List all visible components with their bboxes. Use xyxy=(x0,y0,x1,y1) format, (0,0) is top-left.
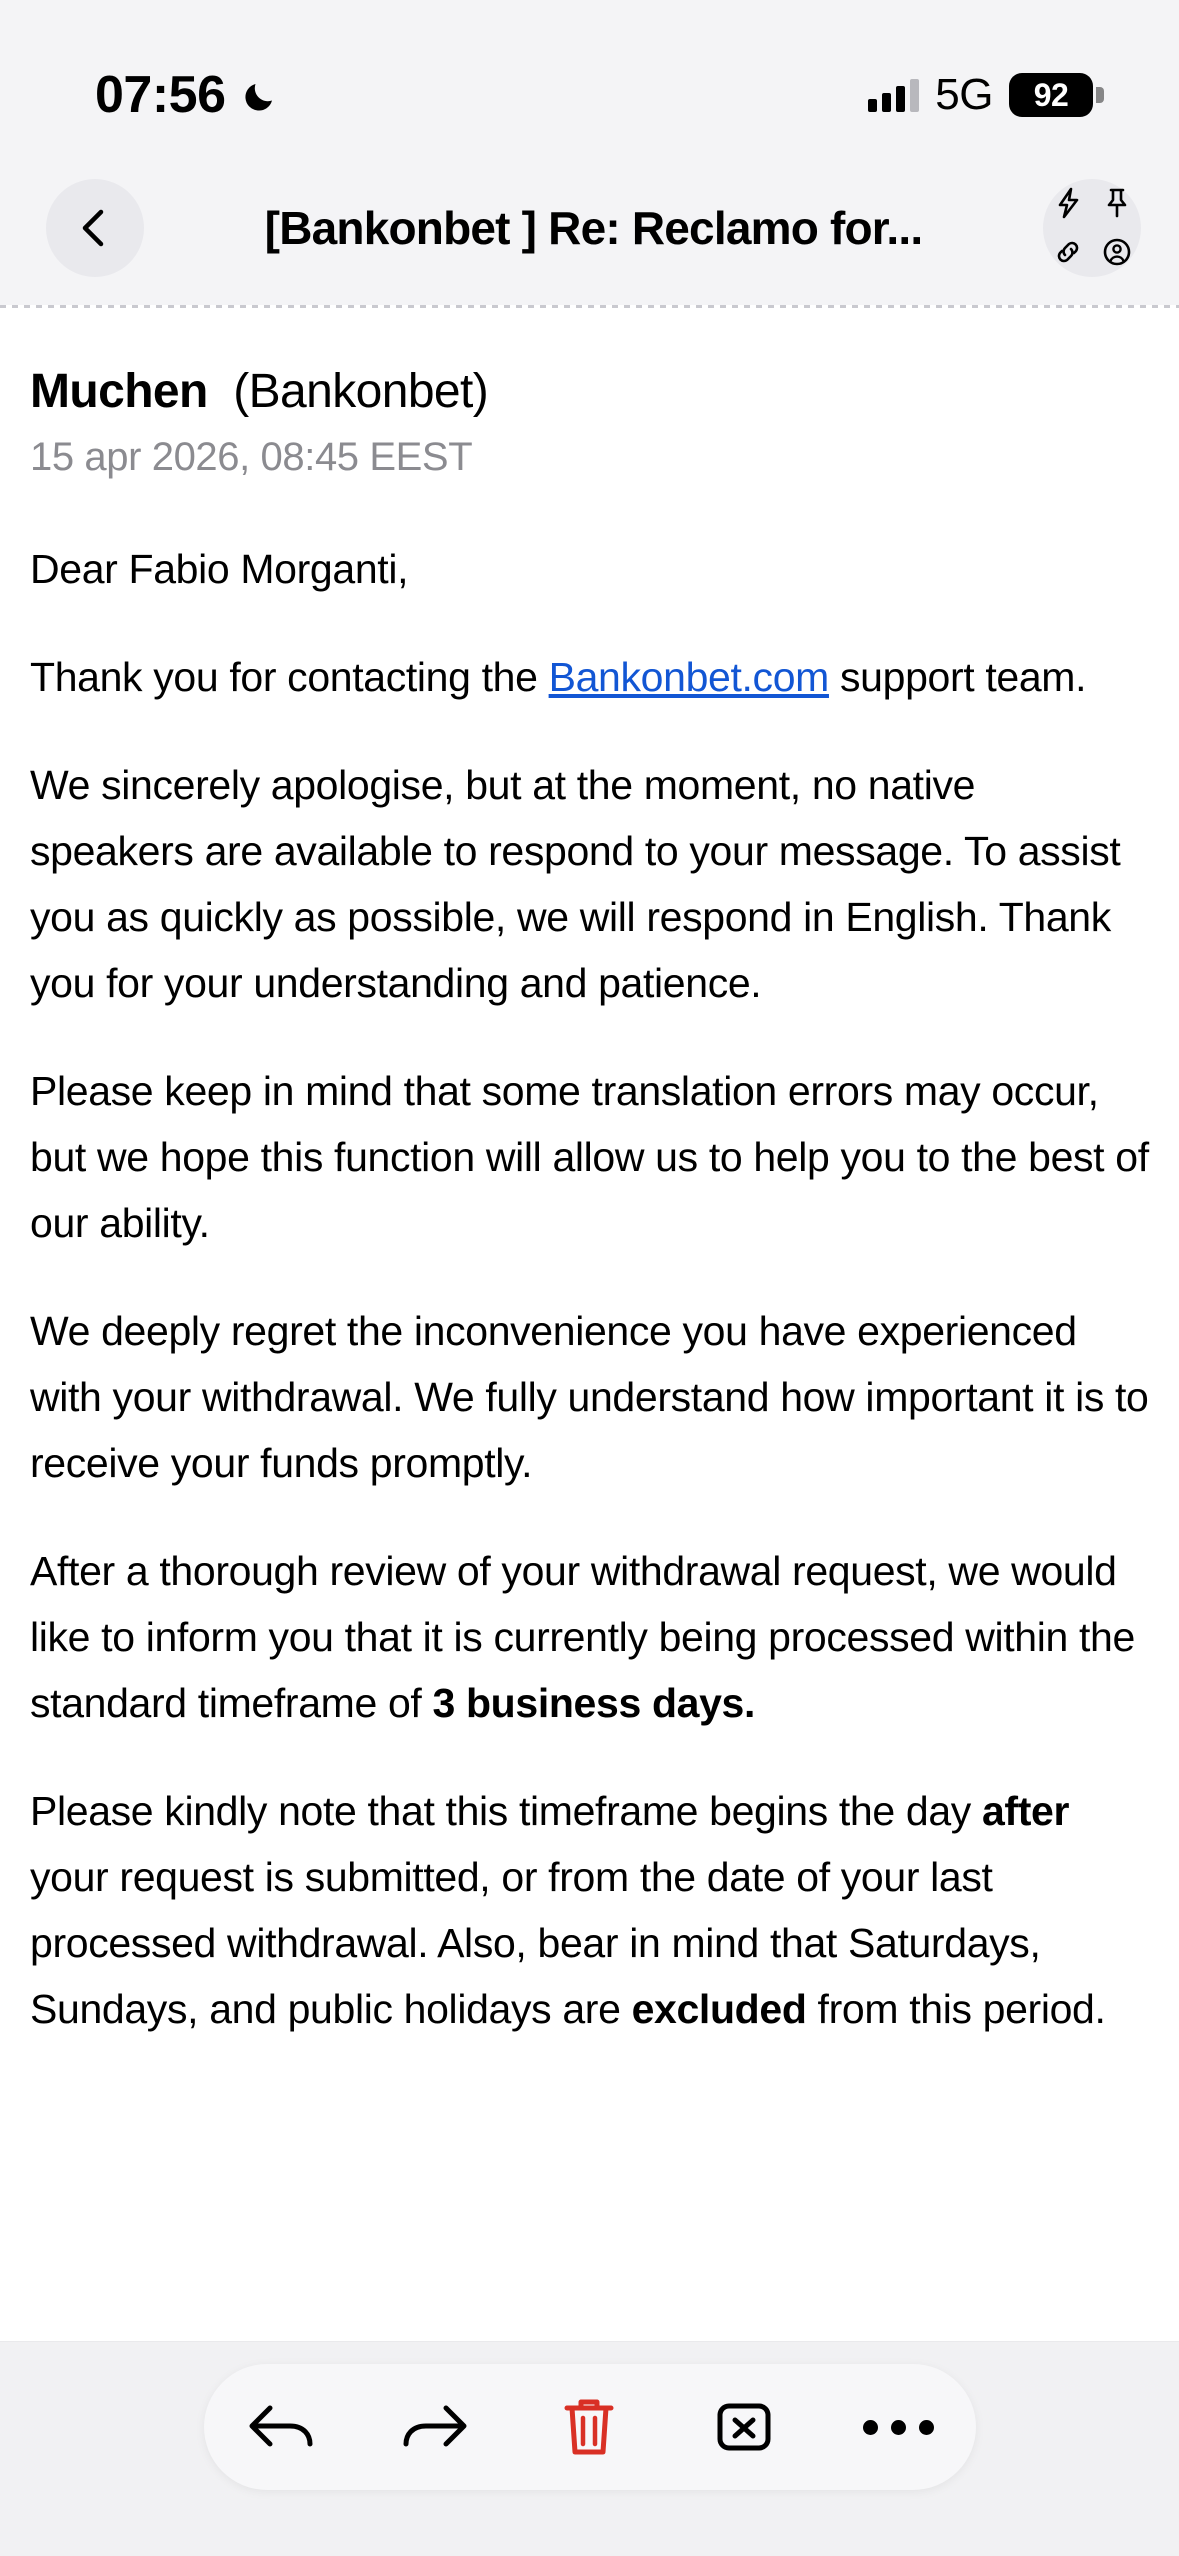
pin-icon xyxy=(1097,183,1137,223)
forward-button[interactable] xyxy=(380,2372,490,2482)
status-bar xyxy=(0,0,1179,150)
timeframe-text-b: your request is submitted, or from the date of your last processed withdrawal. Also, bear in mind that Saturdays, Sundays, and public holidays are xyxy=(30,1854,1041,2032)
message-actions-button[interactable] xyxy=(1043,179,1141,277)
sender-organization: (Bankonbet) xyxy=(233,365,489,418)
after-emphasis: after xyxy=(981,1788,1070,1834)
message-toolbar xyxy=(204,2364,976,2490)
moon-icon xyxy=(242,76,280,114)
message-timestamp: 15 apr 2026, 08:45 EEST xyxy=(30,435,473,479)
reply-arrow-icon xyxy=(246,2396,316,2458)
archive-box-icon xyxy=(713,2396,775,2458)
sender-line xyxy=(30,364,1149,419)
cellular-signal-icon xyxy=(868,78,919,112)
more-dots-icon xyxy=(863,2420,934,2435)
message-body xyxy=(0,308,1179,2341)
battery-cap xyxy=(1096,87,1104,103)
sender-name: Muchen xyxy=(30,365,208,418)
message-paragraph-regret: We deeply regret the inconvenience you have experienced with your withdrawal. We fully understand how important it is to receive your funds promptly. xyxy=(30,1308,1149,1486)
back-button[interactable] xyxy=(46,179,144,277)
paragraph-text-after-link: support team. xyxy=(828,654,1087,700)
review-text: After a thorough review of your withdrawal request, we would like to inform you that it is currently being processed within the standard timeframe of xyxy=(30,1548,1135,1726)
timeframe-text-c: from this period. xyxy=(806,1986,1106,2032)
network-label: 5G xyxy=(935,70,993,119)
bankonbet-link[interactable]: Bankonbet.com xyxy=(548,654,829,700)
page-title: [Bankonbet ] Re: Reclamo for... xyxy=(264,201,923,254)
reply-button[interactable] xyxy=(226,2372,336,2482)
message-paragraph-translation: Please keep in mind that some translation errors may occur, but we hope this function will allow us to help you to the best of our ability. xyxy=(30,1068,1149,1246)
timeframe-text-a: Please kindly note that this timeframe begins the day xyxy=(30,1788,982,1834)
chevron-left-icon xyxy=(73,206,117,250)
link-icon xyxy=(1048,232,1088,272)
status-time: 07:56 xyxy=(95,66,226,124)
excluded-emphasis: excluded xyxy=(631,1986,807,2032)
navigation-bar xyxy=(0,150,1179,305)
forward-arrow-icon xyxy=(400,2396,470,2458)
message-paragraph-review xyxy=(30,1538,1149,1736)
battery-indicator xyxy=(1009,73,1104,117)
contact-icon xyxy=(1097,232,1137,272)
paragraph-text-before-link: Thank you for contacting the xyxy=(30,654,549,700)
status-bar-right xyxy=(868,70,1104,120)
lightning-icon xyxy=(1048,183,1088,223)
archive-button[interactable] xyxy=(689,2372,799,2482)
more-options-button[interactable] xyxy=(843,2372,953,2482)
battery-percent: 92 xyxy=(1009,73,1093,117)
status-bar-left xyxy=(95,65,280,125)
trash-icon xyxy=(559,2394,619,2460)
message-paragraph-timeframe xyxy=(30,1778,1149,2042)
business-days-emphasis: 3 business days. xyxy=(432,1680,756,1726)
message-paragraph-thanks xyxy=(30,644,1149,710)
bottom-toolbar-area xyxy=(0,2341,1179,2556)
message-paragraph-greeting: Dear Fabio Morganti, xyxy=(30,546,409,592)
delete-button[interactable] xyxy=(534,2372,644,2482)
message-paragraph-apology: We sincerely apologise, but at the moment, no native speakers are available to respond to your message. To assist you as quickly as possible, we will respond in English. Thank you for your understanding and patience. xyxy=(30,762,1121,1006)
